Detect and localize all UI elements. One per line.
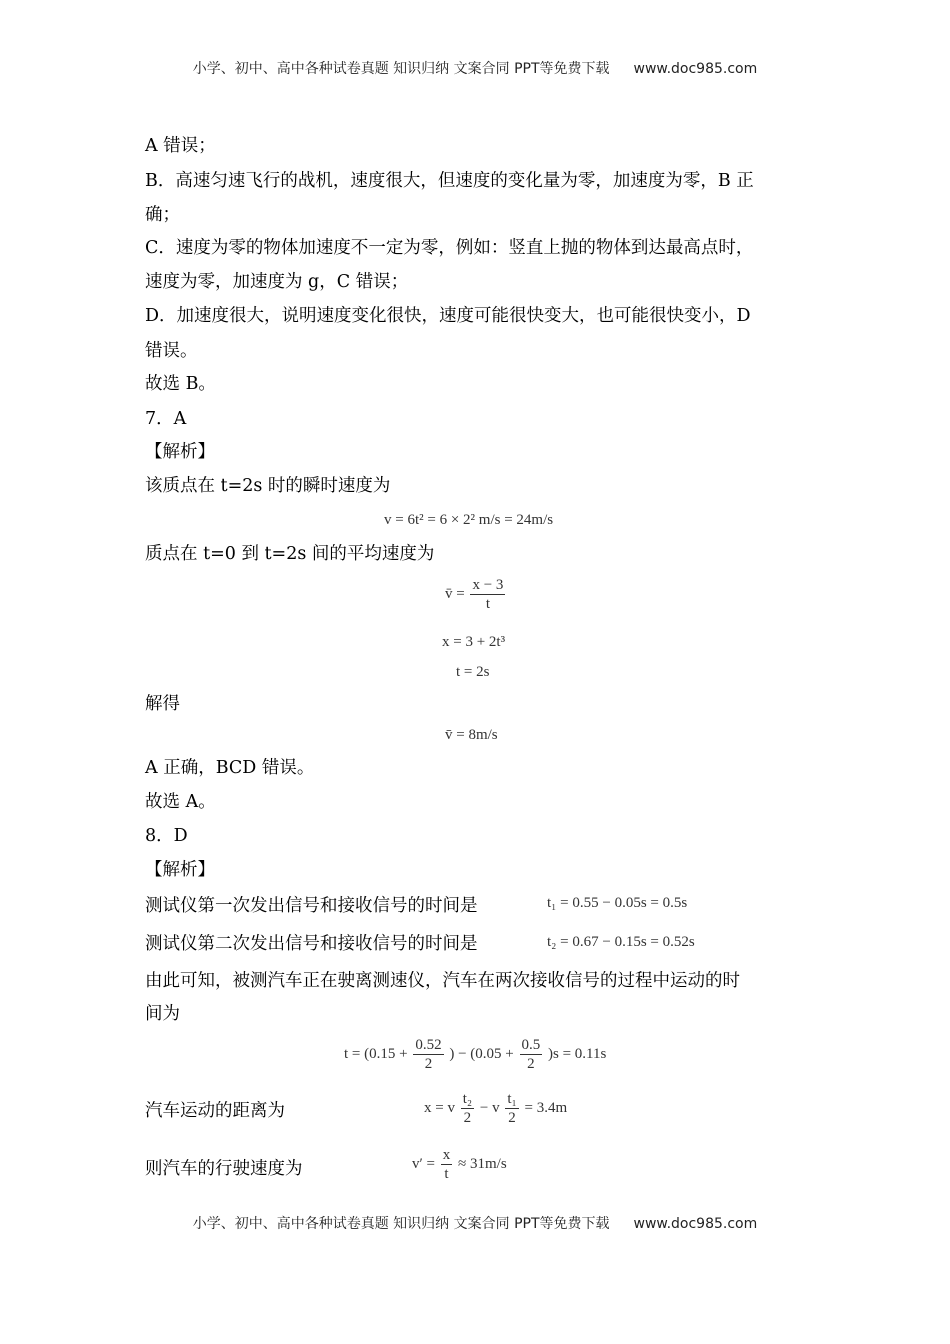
- text-line: 故选 B。: [145, 374, 216, 394]
- text-line: B．高速匀速飞行的战机，速度很大，但速度的变化量为零，加速度为零，B 正: [145, 171, 754, 191]
- header-tagline: 小学、初中、高中各种试卷真题 知识归纳 文案合同 PPT等免费下载: [192, 61, 610, 77]
- text-line: C．速度为零的物体加速度不一定为零，例如：竖直上抛的物体到达最高点时，: [145, 238, 754, 258]
- text-line: A 错误；: [145, 136, 216, 156]
- equation-part: v′ =: [412, 1155, 435, 1172]
- fraction: [470, 576, 505, 613]
- fraction-numerator: t₁: [507, 1091, 517, 1107]
- equation: [344, 1036, 606, 1073]
- text-line: 质点在 t=0 到 t=2s 间的平均速度为: [145, 544, 435, 564]
- equation: t₂ = 0.67 − 0.15s = 0.52s: [547, 934, 695, 950]
- fraction-numerator: t₂: [462, 1091, 473, 1107]
- fraction-denominator: 2: [527, 1056, 535, 1072]
- fraction: [461, 1090, 474, 1127]
- fraction-numerator: x − 3: [472, 577, 504, 593]
- analysis-heading: 【解析】: [145, 860, 215, 880]
- fraction-denominator: 2: [424, 1056, 433, 1072]
- equation: x = 3 + 2t³: [442, 634, 506, 650]
- text-line: 由此可知，被测汽车正在驶离测速仪，汽车在两次接收信号的过程中运动的时: [145, 971, 740, 991]
- text-line: 该质点在 t=2s 时的瞬时速度为: [145, 476, 391, 496]
- text-line: 解得: [145, 694, 180, 714]
- equation-part: t = (0.15 +: [344, 1045, 408, 1062]
- equation: [445, 576, 507, 613]
- text-line: 测试仪第二次发出信号和接收信号的时间是: [145, 934, 478, 954]
- equation-part: ≈ 31m/s: [458, 1155, 507, 1172]
- question-8-answer: 8．D: [145, 826, 188, 846]
- equation-part: = 3.4m: [524, 1099, 568, 1116]
- text-line: 确；: [145, 205, 180, 225]
- equation: v = 6t² = 6 × 2² m/s = 24m/s: [384, 512, 554, 528]
- footer-site-link[interactable]: www.doc985.com: [633, 1216, 758, 1232]
- fraction-numerator: 0.52: [415, 1037, 442, 1053]
- header-site-link[interactable]: www.doc985.com: [633, 61, 758, 77]
- text-line: D．加速度很大，说明速度变化很快，速度可能很快变大，也可能很快变小，D: [145, 306, 751, 326]
- fraction-denominator: t: [444, 1166, 449, 1182]
- analysis-heading: 【解析】: [145, 442, 215, 462]
- question-7-answer: 7．A: [145, 409, 187, 429]
- fraction-denominator: t: [485, 596, 491, 612]
- equation: t = 2s: [456, 664, 490, 680]
- equation: [412, 1146, 507, 1183]
- text-line: A 正确，BCD 错误。: [145, 758, 315, 778]
- fraction-numerator: x: [442, 1147, 451, 1163]
- fraction-denominator: 2: [508, 1110, 516, 1126]
- text-line: 速度为零，加速度为 g，C 错误；: [145, 272, 409, 292]
- page-header: [0, 58, 950, 78]
- page-footer: [0, 1213, 950, 1233]
- fraction: [413, 1036, 443, 1073]
- text-line: 错误。: [145, 341, 198, 361]
- text-line: 测试仪第一次发出信号和接收信号的时间是: [145, 896, 478, 916]
- text-line: 则汽车的行驶速度为: [145, 1159, 303, 1179]
- equation: v̄ = 8m/s: [445, 727, 498, 743]
- equation: t₁ = 0.55 − 0.05s = 0.5s: [547, 895, 688, 911]
- equation: [424, 1090, 567, 1127]
- equation-lhs: v̄ =: [445, 585, 465, 602]
- fraction-numerator: 0.5: [521, 1037, 541, 1053]
- equation-part: ) − (0.05 +: [449, 1045, 514, 1062]
- text-line: 故选 A。: [145, 792, 216, 812]
- equation-part: − v: [479, 1099, 500, 1116]
- equation-part: x = v: [424, 1099, 455, 1116]
- equation-part: )s = 0.11s: [548, 1045, 607, 1062]
- text-line: 间为: [145, 1004, 180, 1024]
- fraction: [441, 1146, 453, 1183]
- fraction: [505, 1090, 518, 1127]
- text-line: 汽车运动的距离为: [145, 1101, 285, 1121]
- fraction: [520, 1036, 543, 1073]
- footer-tagline: 小学、初中、高中各种试卷真题 知识归纳 文案合同 PPT等免费下载: [192, 1216, 610, 1232]
- fraction-denominator: 2: [463, 1110, 472, 1126]
